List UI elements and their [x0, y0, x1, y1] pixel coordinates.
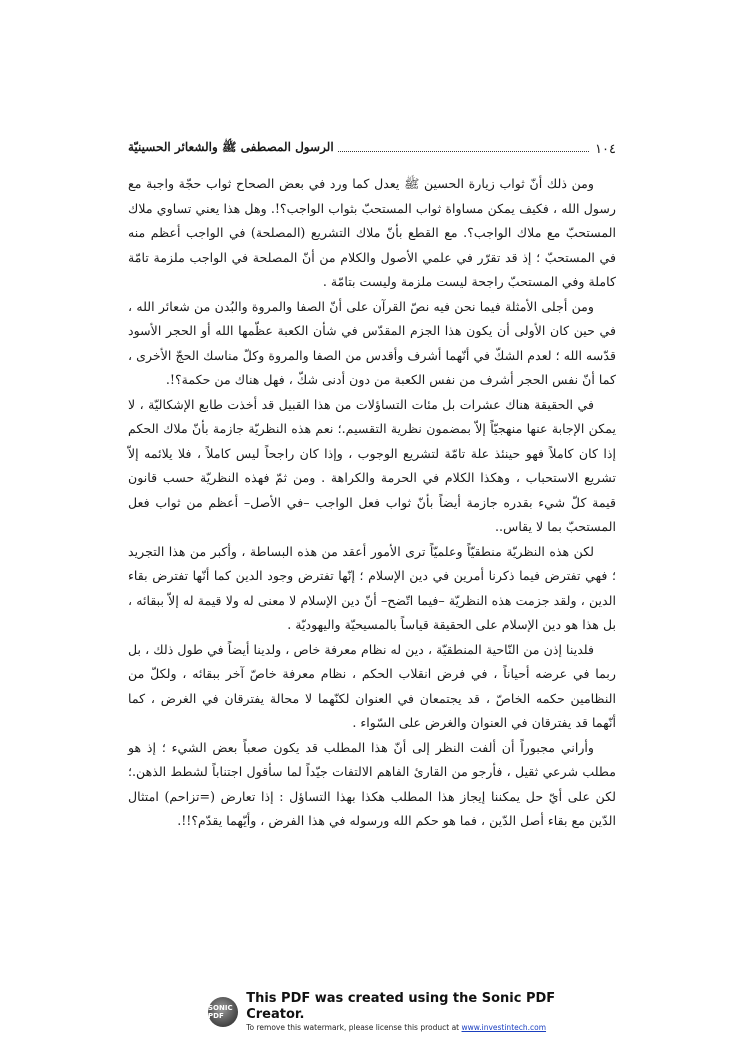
paragraph: في الحقيقة هناك عشرات بل مئات التساؤلات من هذا القبيل قد أخذت طابع الإشكاليّة ، لا يمكن الإجابة عنها منهجيّاً إلاّ بمضمون نظرية التقسيم.؛ نعم هذه النظريّة جازمة بأنّ ملاك الحكم إذا كان كاملاً فهو حينئذ علة تامّة لتشريع الوجوب ، وإذا كان راجحاً ليس كاملاً ، فلا يلائمه إلاّ تشريع الاستحباب ، وهكذا الكلام في الحرمة والكراهة . ومن ثمّ فهذه النظريّة حسب قانون قيمة كلّ شيء بقدره جازمة أيضاً بأنّ ثواب فعل الواجب –في الأصل– أعظم من ثواب فعل المستحبّ بما لا يقاس..: [128, 396, 616, 534]
watermark-text: [246, 991, 558, 1033]
running-title: الرسول المصطفى ﷺ والشعائر الحسينيّة: [128, 140, 334, 154]
watermark-sub-line: [246, 1023, 558, 1033]
running-header: [128, 135, 616, 157]
watermark-link[interactable]: www.investintech.com: [461, 1023, 547, 1032]
header-dotted-rule: [338, 151, 589, 152]
pdf-watermark: [208, 991, 558, 1032]
page-number: ١٠٤: [595, 142, 616, 157]
paragraph: وأراني مجبوراً أن ألفت النظر إلى أنّ هذا المطلب قد يكون صعباً بعض الشيء ؛ إذ هو مطلب شرعي ثقيل ، فأرجو من القارئ الفاهم الالتفات جيّداً لما سأقول اجتناباً لشطط الذهن.؛ لكن على أيّ حل يمكننا إيجاز هذا المطلب هكذا بهذا التساؤل : إذا تعارض (=تزاحم) امتثال الدّين مع بقاء أصل الدّين ، فما هو حكم الله ورسوله في هذا الفرض ، وأيّهما يقدّم؟!!.: [128, 739, 616, 828]
sonic-pdf-logo-icon: SONIC PDF: [208, 997, 238, 1027]
body-text: [128, 172, 616, 834]
paragraph: فلدينا إذن من النّاحية المنطقيّة ، دين له نظام معرفة خاص ، ولدينا أيضاً في طول ذلك ، بل ربما في عرضه أحياناً ، في فرض انقلاب الحكم ، نظام معرفة خاصّ آخر ببقائه ، ولكلّ من النظامين حكمه الخاصّ ، قد يجتمعان في العنوان لكنّهما لا محالة يفترقان في الغرض ، كما أنّهما قد يفترقان في العنوان والغرض على السّواء .: [128, 641, 616, 730]
watermark-main-line: This PDF was created using the Sonic PDF Creator.: [246, 991, 556, 1022]
paragraph: لكن هذه النظريّة منطقيّاً وعلميّاً ترى الأمور أعقد من هذه البساطة ، وأكبر من هذا التجريد ؛ فهي تفترض فيما ذكرنا أمرين في دين الإسلام ؛ إنّها تفترض وجود الدين كما أنّها تفترض بقاء الدين ، ولقد جزمت هذه النظريّة –فيما اتّضح– أنّ دين الإسلام لا معنى له ولا قيمة له إلاّ ببقائه ، بل هذا هو دين الإسلام على الحقيقة قياساً بالمسيحيّة واليهوديّة .: [128, 543, 616, 632]
paragraph: ومن ذلك أنّ ثواب زيارة الحسين ﷺ يعدل كما ورد في بعض الصحاح ثواب حجّة واجبة مع رسول الله ، فكيف يمكن مساواة ثواب المستحبّ بثواب الواجب؟!. وهل هذا يعني تساوي ملاك المستحبّ مع ملاك الواجب؟. مع القطع بأنّ ملاك التشريع (المصلحة) في الواجب أعظم منه في المستحبّ ؛ إذ قد تقرّر في علمي الأصول والكلام من أنّ المصلحة في الواجب ملزمة تامّة كاملة وفي المستحبّ راجحة ليست ملزمة وليست بتامّة .: [128, 176, 616, 289]
paragraph: ومن أجلى الأمثلة فيما نحن فيه نصّ القرآن على أنّ الصفا والمروة والبُدن من شعائر الله ، في حين كان الأولى أن يكون هذا الجزم المقدّس في شأن الكعبة عظّمها الله أو الحجر الأسود قدّسه الله ؛ لعدم الشكّ في أنّهما أشرف وأقدس من الصفا والمروة وكلّ مناسك الحجّ الأخرى ، كما أنّ نفس الحجر أشرف من نفس الكعبة من دون أدنى شكّ ، فهل هناك من حكمة؟!.: [128, 298, 616, 387]
watermark-sub-text: To remove this watermark, please license this product at: [246, 1023, 460, 1032]
